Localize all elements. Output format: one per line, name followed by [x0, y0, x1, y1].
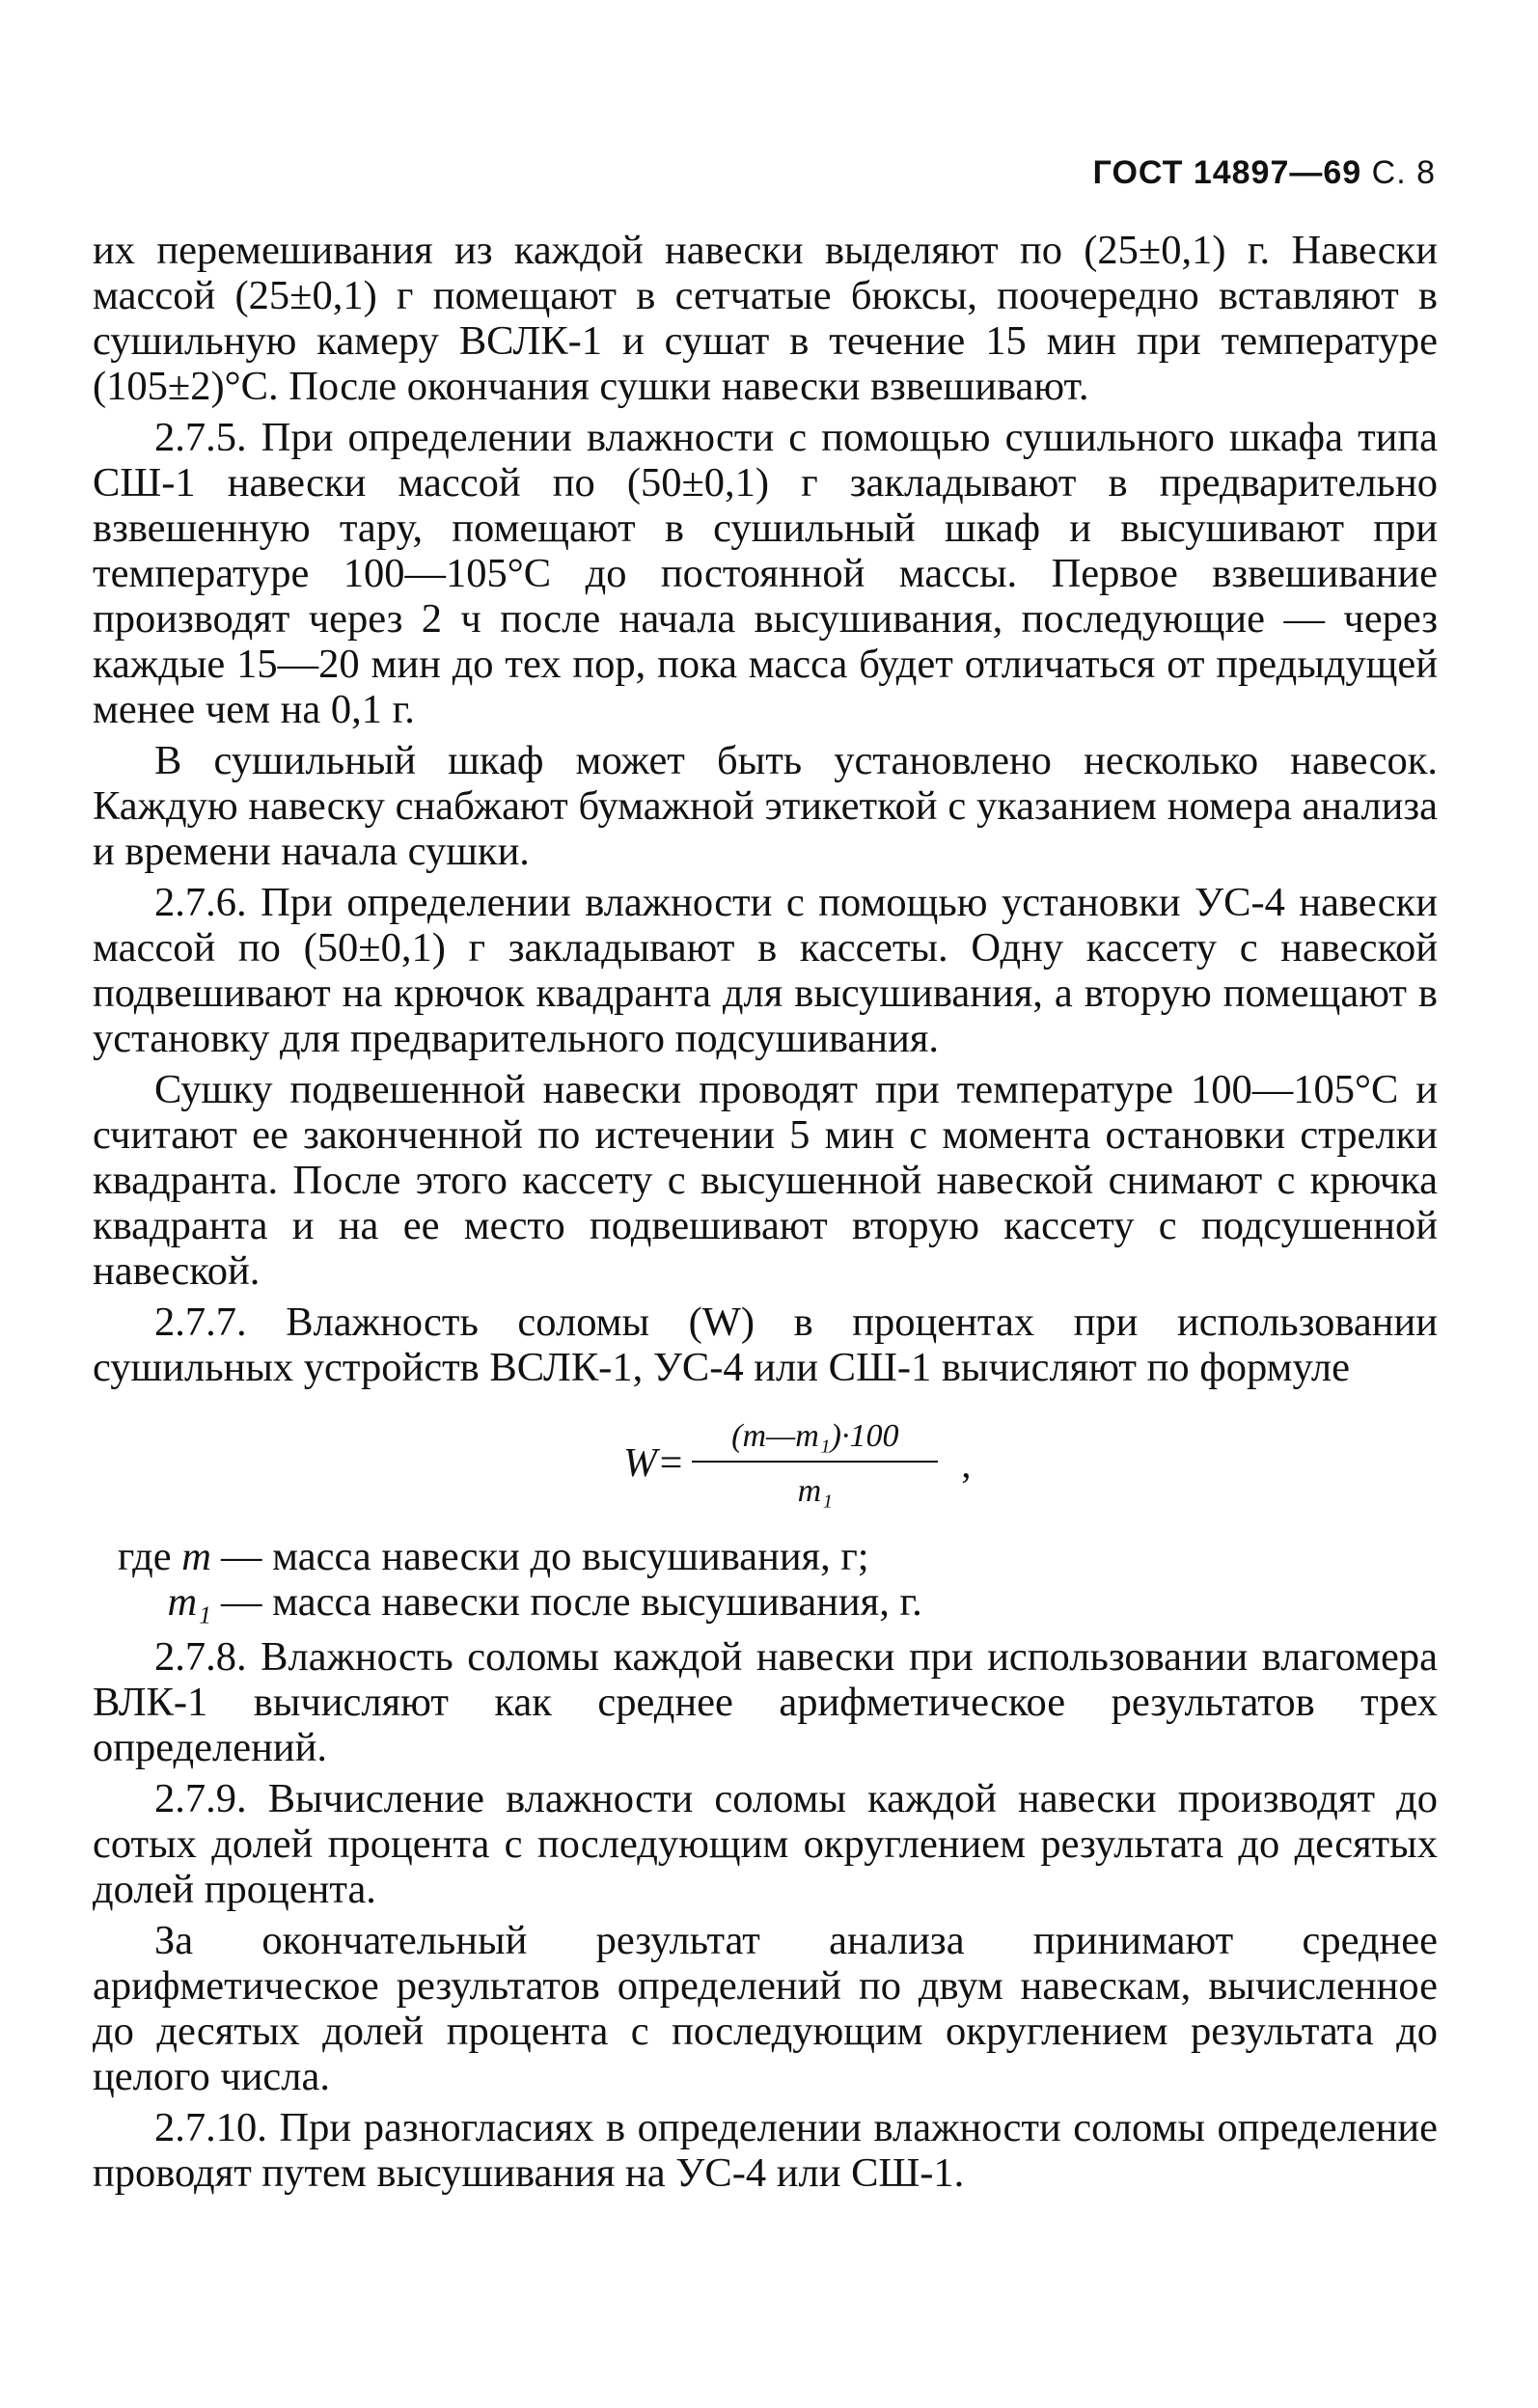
legend-row-m: [93, 1534, 1438, 1579]
formula-block: [93, 1400, 1438, 1530]
standard-number: ГОСТ 14897—69: [1092, 154, 1362, 191]
legend-text-m: — масса навески до высушивания, г;: [221, 1534, 869, 1579]
paragraph-drying-cabinet: В сушильный шкаф может быть установлено несколько навесок. Каждую навеску снабжают бумажной этикеткой с указанием номера анализа и времени начала сушки.: [93, 738, 1438, 874]
legend-symbol-m1: m₁: [167, 1579, 211, 1625]
paragraph-2-7-10: 2.7.10. При разногласиях в определении влажности соломы определение проводят путем высушивания на УС-4 или СШ-1.: [93, 2105, 1438, 2196]
paragraph-2-7-9: 2.7.9. Вычисление влажности соломы каждой навески производят до сотых долей процента с последующим округлением результата до десятых долей процента.: [93, 1776, 1438, 1912]
formula-comma: ,: [961, 1441, 972, 1486]
legend-text-m1: — масса навески после высушивания, г.: [221, 1579, 922, 1625]
formula-fraction: [692, 1413, 938, 1514]
page-header: [1093, 154, 1436, 192]
paragraph-2-7-5: 2.7.5. При определении влажности с помощью сушильного шкафа типа СШ-1 навески массой по (50±0,1) г закладывают в предварительно взвешенную тару, помещают в сушильный шкаф и высушивают при температуре 100—105°С до постоянной массы. Первое взвешивание производят через 2 ч после начала высушивания, последующие — через каждые 15—20 мин до тех пор, пока масса будет отличаться от предыдущей менее чем на 0,1 г.: [93, 415, 1438, 732]
legend-lead-1: [93, 1534, 221, 1579]
paragraph-2-7-6: 2.7.6. При определении влажности с помощью установки УС-4 навески массой по (50±0,1) г закладывают в кассеты. Одну кассету с навеской подвешивают на крючок квадранта для высушивания, а вторую помещают в установку для предварительного подсушивания.: [93, 880, 1438, 1061]
paragraph-continuation: их перемешивания из каждой навески выделяют по (25±0,1) г. Навески массой (25±0,1) г помещают в сетчатые бюксы, поочередно вставляют в сушильную камеру ВСЛК-1 и сушат в течение 15 мин при температуре (105±2)°С. После окончания сушки навески взвешивают.: [93, 228, 1438, 409]
legend-symbol-m: m: [181, 1534, 211, 1579]
legend-lead-2: [93, 1579, 221, 1625]
formula-denominator: m₁: [797, 1473, 834, 1509]
paragraph-2-7-8: 2.7.8. Влажность соломы каждой навески при использовании влагомера ВЛК-1 вычисляют как среднее арифметическое результатов трех определений.: [93, 1634, 1438, 1770]
paragraph-final-result: За окончательный результат анализа принимают среднее арифметическое результатов определений по двум навескам, вычисленное до десятых долей процента с последующим округлением результата до целого числа.: [93, 1918, 1438, 2099]
moisture-formula: [623, 1413, 971, 1514]
formula-numerator: (m—m₁)·100: [731, 1418, 899, 1454]
page-number: С. 8: [1371, 154, 1436, 191]
document-body: [93, 228, 1438, 2202]
formula-lhs: W=: [623, 1440, 685, 1486]
formula-legend: [93, 1534, 1438, 1625]
legend-row-m1: [93, 1579, 1438, 1625]
legend-prefix: где: [117, 1534, 172, 1579]
paragraph-2-7-7: 2.7.7. Влажность соломы (W) в процентах при использовании сушильных устройств ВСЛК-1, УС-4 или СШ-1 вычисляют по формуле: [93, 1300, 1438, 1390]
paragraph-drying-conditions: Сушку подвешенной навески проводят при температуре 100—105°С и считают ее законченной по истечении 5 мин с момента остановки стрелки квадранта. После этого кассету с высушенной навеской снимают с крючка квадранта и на ее место подвешивают вторую кассету с подсушенной навеской.: [93, 1067, 1438, 1294]
